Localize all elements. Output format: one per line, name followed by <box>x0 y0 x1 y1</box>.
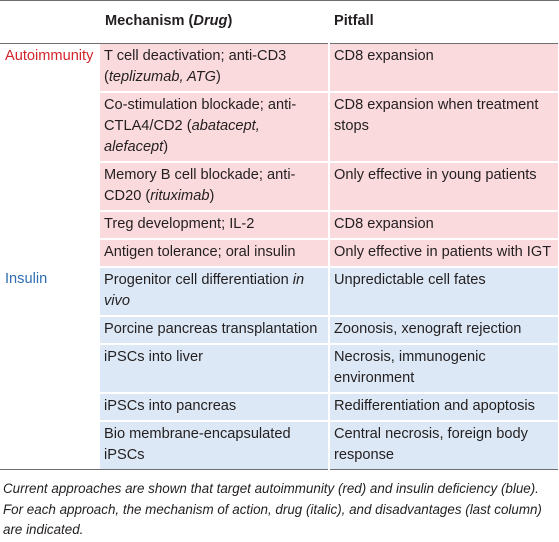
mechanism-text: Bio membrane-encapsulated iPSCs <box>104 426 291 463</box>
mechanism-cell <box>100 344 329 393</box>
table-row <box>0 393 559 421</box>
category-cell <box>0 162 100 211</box>
mechanism-text: Porcine pancreas transplantation <box>104 321 318 337</box>
mechanism-text: iPSCs into pancreas <box>104 398 237 414</box>
mechanism-text: iPSCs into liver <box>104 349 203 365</box>
category-cell <box>0 316 100 344</box>
pitfall-cell: CD8 expansion <box>329 44 559 93</box>
table-header-row <box>0 0 559 44</box>
mechanism-cell <box>100 393 329 421</box>
pitfall-cell: Unpredictable cell fates <box>329 267 559 316</box>
drug-italic: in vivo <box>104 272 305 309</box>
mechanism-text: T cell deactivation; anti-CD3 ( <box>104 48 287 85</box>
header-drug-italic: Drug <box>193 13 228 29</box>
header-mechanism-text: Mechanism ( <box>105 13 194 29</box>
table-row <box>0 239 559 267</box>
mechanism-text: Memory B cell blockade; anti-CD20 ( <box>104 167 296 204</box>
category-cell <box>0 393 100 421</box>
mechanism-cell <box>100 421 329 470</box>
pitfall-cell: CD8 expansion when treatment stops <box>329 92 559 162</box>
category-cell <box>0 239 100 267</box>
table-row <box>0 316 559 344</box>
category-cell: Autoimmunity <box>5 48 94 64</box>
mechanism-cell <box>100 211 329 239</box>
table-row <box>0 267 559 316</box>
category-cell: Insulin <box>5 271 48 287</box>
category-cell <box>0 421 100 470</box>
mechanism-text: Progenitor cell differentiation <box>104 272 293 288</box>
drug-italic: teplizumab, ATG <box>108 69 216 85</box>
header-category <box>0 0 100 44</box>
header-pitfall: Pitfall <box>334 13 374 29</box>
pitfall-cell: Zoonosis, xenograft rejection <box>329 316 559 344</box>
mechanism-suffix: ) <box>209 188 215 204</box>
mechanism-cell <box>100 316 329 344</box>
mechanism-cell <box>100 239 329 267</box>
table-row <box>0 344 559 393</box>
table-row <box>0 162 559 211</box>
header-mechanism <box>100 0 329 44</box>
table-row <box>0 92 559 162</box>
category-cell <box>0 92 100 162</box>
mechanism-suffix: ) <box>215 69 221 85</box>
category-cell <box>0 344 100 393</box>
header-mechanism-suffix: ) <box>227 13 233 29</box>
mechanism-cell <box>100 44 329 93</box>
mechanism-cell <box>100 267 329 316</box>
mechanism-text: Treg development; IL-2 <box>104 216 255 232</box>
mechanism-cell <box>100 162 329 211</box>
table-row <box>0 421 559 470</box>
table-caption: Current approaches are shown that target autoimmunity (red) and insulin deficiency (blue). For each approach, the mechanism of action, drug (italic), and disadvantages (last column) are indicated. <box>3 481 542 538</box>
drug-italic: rituximab <box>150 188 210 204</box>
pitfall-cell: Only effective in young patients <box>329 162 559 211</box>
mechanism-text: Antigen tolerance; oral insulin <box>104 244 296 260</box>
mechanism-text: Co-stimulation blockade; anti-CTLA4/CD2 ( <box>104 97 297 134</box>
pitfall-cell: Redifferentiation and apoptosis <box>329 393 559 421</box>
mechanism-cell <box>100 92 329 162</box>
mechanism-suffix: ) <box>163 139 169 155</box>
category-cell <box>0 211 100 239</box>
pitfall-cell: Only effective in patients with IGT <box>329 239 559 267</box>
table-row <box>0 211 559 239</box>
table-row <box>0 44 559 93</box>
pitfall-cell: Necrosis, immunogenic environment <box>329 344 559 393</box>
pitfall-cell: Central necrosis, foreign body response <box>329 421 559 470</box>
pitfall-cell: CD8 expansion <box>329 211 559 239</box>
drug-italic: abatacept, alefacept <box>104 118 260 155</box>
